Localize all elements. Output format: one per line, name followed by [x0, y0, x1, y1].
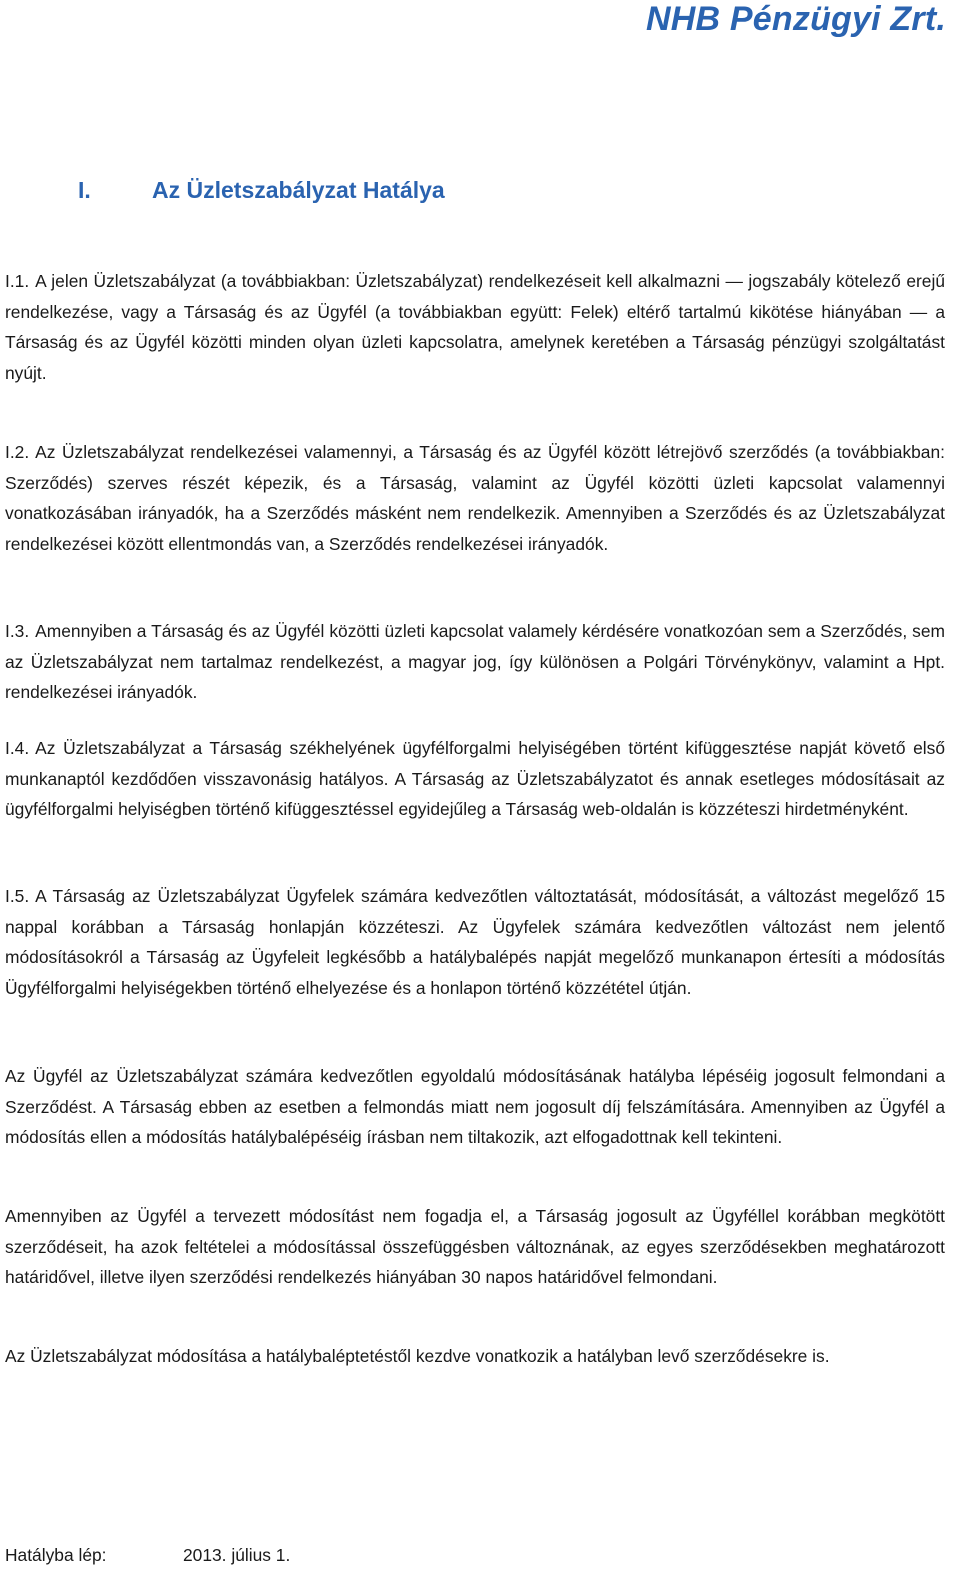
section-text: A Társaság az Üzletszabályzat Ügyfelek számára kedvezőtlen változtatását, módosítását, a változást megelőző 15 nappal korábban a Társaság honlapján közzéteszi. Az Ügyfelek számára kedvezőtlen változást nem jelentő módosításokról a Társaság az Ügyfeleit legkésőbb a hatálybalépés napját megelőző munkanapon értesíti a módosítás Ügyfélforgalmi helyiségekben történő elhelyezése és a honlapon történő közzététel útján. — [5, 886, 945, 998]
section-text: A jelen Üzletszabályzat (a továbbiakban: Üzletszabályzat) rendelkezéseit kell alkalmazni — jogszabály kötelező erejű rendelkezése, vagy a Társaság és az Ügyfél (a továbbiakban együtt: Felek) eltérő tartalmú kikötése hiányában — a Társaság és az Ügyfél közötti minden olyan üzleti kapcsolatra, amelynek keretében a Társaság pénzügyi szolgáltatást nyújt. — [5, 271, 945, 383]
effective-date-label: Hatályba lép: — [5, 1545, 107, 1565]
section-label: I.1. — [5, 271, 30, 291]
section-i-2 — [5, 437, 945, 559]
section-text: Az Üzletszabályzat rendelkezései valamennyi, a Társaság és az Ügyfél között létrejövő szerződés (a továbbiakban: Szerződés) szerves részét képezik, és a Társaság, valamint az Ügyfél közötti üzleti kapcsolat valamennyi vonatkozásában irányadók, ha a Szerződés másként nem rendelkezik. Amennyiben a Szerződés és az Üzletszabályzat rendelkezései között ellentmondás van, a Szerződés rendelkezései irányadók. — [5, 442, 945, 554]
chapter-number: I. — [78, 177, 91, 203]
section-text: Amennyiben a Társaság és az Ügyfél közötti üzleti kapcsolat valamely kérdésére vonatkozóan sem a Szerződés, sem az Üzletszabályzat nem tartalmaz rendelkezést, a magyar jog, így különösen a Polgári Törvénykönyv, valamint a Hpt. rendelkezései irányadók. — [5, 621, 945, 702]
section-label: I.2. — [5, 442, 30, 462]
effective-date-value: 2013. július 1. — [183, 1545, 291, 1565]
chapter-title: Az Üzletszabályzat Hatálya — [152, 177, 445, 203]
company-name: NHB Pénzügyi Zrt. — [646, 0, 946, 38]
section-text: Az Üzletszabályzat a Társaság székhelyének ügyfélforgalmi helyiségében történt kifüggesztése napját követő első munkanaptól kezdődően visszavonásig hatályos. A Társaság az Üzletszabályzatot és annak esetleges módosításait az ügyfélforgalmi helyiségben történő kifüggesztéssel egyidejűleg a Társaság web-oldalán is közzéteszi hirdetményként. — [5, 738, 945, 819]
section-label: I.5. — [5, 886, 30, 906]
section-i-5 — [5, 881, 945, 1003]
section-i-3 — [5, 616, 945, 708]
paragraph-company-termination: Amennyiben az Ügyfél a tervezett módosítást nem fogadja el, a Társaság jogosult az Ügyféllel korábban megkötött szerződéseit, ha azok feltételei a módosítással összefüggésben változnának, az egyes szerződésekben meghatározott határidővel, illetve ilyen szerződési rendelkezés hiányában 30 napos határidővel felmondani. — [5, 1206, 945, 1287]
paragraph-termination-right: Az Ügyfél az Üzletszabályzat számára kedvezőtlen egyoldalú módosításának hatályba lépéséig jogosult felmondani a Szerződést. A Társaság ebben az esetben a felmondás miatt nem jogosult díj felszámítására. Amennyiben az Ügyfél a módosítás ellen a módosítás hatálybalépéséig írásban nem tiltakozik, azt elfogadottnak kell tekinteni. — [5, 1066, 945, 1147]
section-i-4 — [5, 733, 945, 825]
section-label: I.4. — [5, 738, 30, 758]
section-i-1 — [5, 266, 945, 388]
effective-date — [5, 1540, 290, 1570]
chapter-heading — [78, 177, 445, 204]
paragraph-existing-contracts: Az Üzletszabályzat módosítása a hatálybaléptetéstől kezdve vonatkozik a hatályban levő szerződésekre is. — [5, 1346, 830, 1366]
section-label: I.3. — [5, 621, 30, 641]
